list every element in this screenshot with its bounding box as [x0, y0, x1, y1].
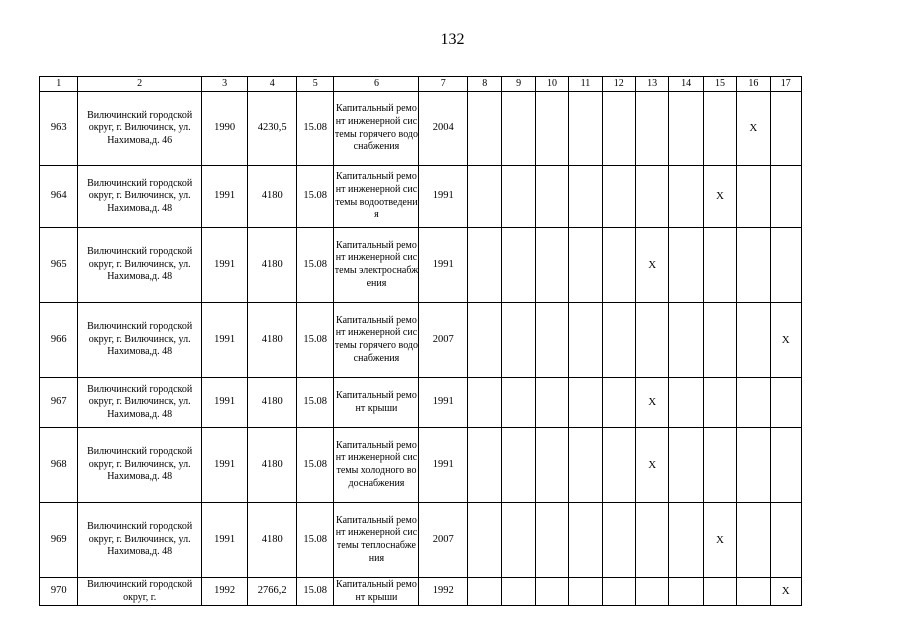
empty-cell: [669, 428, 703, 503]
column-number-header: 15: [703, 77, 736, 92]
column-number-header: 14: [669, 77, 703, 92]
empty-cell: [502, 303, 535, 378]
empty-cell: [737, 578, 770, 606]
plan-year-cell: 1991: [419, 428, 468, 503]
table-body: [40, 77, 802, 606]
code-cell: 15.08: [297, 503, 334, 578]
empty-cell: [535, 303, 568, 378]
empty-cell: [535, 378, 568, 428]
mark-cell: X: [635, 428, 668, 503]
empty-cell: [468, 228, 502, 303]
empty-cell: [602, 303, 635, 378]
work-type-cell: Капитальный ремонт инженерной системы горячего водоснабжения: [334, 303, 419, 378]
empty-cell: [569, 303, 602, 378]
empty-cell: [703, 303, 736, 378]
area-cell: 4230,5: [248, 92, 297, 166]
empty-cell: [535, 228, 568, 303]
mark-cell: X: [770, 303, 801, 378]
row-number-cell: 963: [40, 92, 78, 166]
plan-year-cell: 2007: [419, 503, 468, 578]
area-cell: 2766,2: [248, 578, 297, 606]
empty-cell: [535, 428, 568, 503]
table-container: [39, 76, 802, 640]
empty-cell: [703, 578, 736, 606]
empty-cell: [703, 378, 736, 428]
row-number-cell: 966: [40, 303, 78, 378]
work-type-cell: Капитальный ремонт крыши: [334, 578, 419, 606]
empty-cell: [602, 378, 635, 428]
empty-cell: [669, 166, 703, 228]
build-year-cell: 1991: [201, 428, 248, 503]
header-row: [40, 77, 802, 92]
column-number-header: 17: [770, 77, 801, 92]
empty-cell: [737, 428, 770, 503]
empty-cell: [635, 303, 668, 378]
empty-cell: [669, 92, 703, 166]
code-cell: 15.08: [297, 92, 334, 166]
empty-cell: [535, 578, 568, 606]
table-row: [40, 503, 802, 578]
empty-cell: [602, 166, 635, 228]
empty-cell: [737, 228, 770, 303]
work-type-cell: Капитальный ремонт инженерной системы теплоснабжения: [334, 503, 419, 578]
empty-cell: [535, 166, 568, 228]
empty-cell: [770, 503, 801, 578]
area-cell: 4180: [248, 228, 297, 303]
column-number-header: 13: [635, 77, 668, 92]
column-number-header: 12: [602, 77, 635, 92]
empty-cell: [635, 92, 668, 166]
build-year-cell: 1992: [201, 578, 248, 606]
empty-cell: [602, 228, 635, 303]
empty-cell: [669, 228, 703, 303]
empty-cell: [602, 503, 635, 578]
build-year-cell: 1991: [201, 166, 248, 228]
empty-cell: [502, 166, 535, 228]
empty-cell: [502, 503, 535, 578]
empty-cell: [569, 92, 602, 166]
mark-cell: X: [703, 166, 736, 228]
address-cell: Вилючинский городской округ, г.: [78, 578, 201, 606]
table-row: [40, 303, 802, 378]
table-row: [40, 92, 802, 166]
empty-cell: [569, 166, 602, 228]
empty-cell: [502, 378, 535, 428]
area-cell: 4180: [248, 503, 297, 578]
plan-year-cell: 2007: [419, 303, 468, 378]
mark-cell: X: [770, 578, 801, 606]
empty-cell: [502, 428, 535, 503]
empty-cell: [569, 578, 602, 606]
empty-cell: [569, 228, 602, 303]
empty-cell: [468, 378, 502, 428]
empty-cell: [569, 378, 602, 428]
column-number-header: 8: [468, 77, 502, 92]
row-number-cell: 970: [40, 578, 78, 606]
empty-cell: [602, 578, 635, 606]
column-number-header: 1: [40, 77, 78, 92]
empty-cell: [502, 228, 535, 303]
empty-cell: [602, 428, 635, 503]
address-cell: Вилючинский городской округ, г. Вилючинск, ул. Нахимова,д. 46: [78, 92, 201, 166]
mark-cell: X: [737, 92, 770, 166]
empty-cell: [535, 92, 568, 166]
empty-cell: [703, 428, 736, 503]
empty-cell: [635, 578, 668, 606]
plan-year-cell: 1991: [419, 378, 468, 428]
repair-schedule-table: [39, 76, 802, 606]
work-type-cell: Капитальный ремонт инженерной системы холодного водоснабжения: [334, 428, 419, 503]
code-cell: 15.08: [297, 378, 334, 428]
table-row: [40, 428, 802, 503]
area-cell: 4180: [248, 166, 297, 228]
column-number-header: 16: [737, 77, 770, 92]
empty-cell: [468, 428, 502, 503]
empty-cell: [703, 92, 736, 166]
column-number-header: 11: [569, 77, 602, 92]
plan-year-cell: 1992: [419, 578, 468, 606]
row-number-cell: 964: [40, 166, 78, 228]
empty-cell: [468, 503, 502, 578]
code-cell: 15.08: [297, 303, 334, 378]
column-number-header: 6: [334, 77, 419, 92]
mark-cell: X: [703, 503, 736, 578]
work-type-cell: Капитальный ремонт крыши: [334, 378, 419, 428]
empty-cell: [770, 228, 801, 303]
plan-year-cell: 1991: [419, 166, 468, 228]
table-row: [40, 228, 802, 303]
row-number-cell: 965: [40, 228, 78, 303]
build-year-cell: 1990: [201, 92, 248, 166]
address-cell: Вилючинский городской округ, г. Вилючинск, ул. Нахимова,д. 48: [78, 428, 201, 503]
empty-cell: [468, 303, 502, 378]
area-cell: 4180: [248, 428, 297, 503]
empty-cell: [669, 503, 703, 578]
column-number-header: 7: [419, 77, 468, 92]
empty-cell: [770, 166, 801, 228]
address-cell: Вилючинский городской округ, г. Вилючинск, ул. Нахимова,д. 48: [78, 378, 201, 428]
column-number-header: 3: [201, 77, 248, 92]
empty-cell: [737, 503, 770, 578]
table-row: [40, 166, 802, 228]
empty-cell: [635, 503, 668, 578]
empty-cell: [602, 92, 635, 166]
page-number: 132: [440, 31, 465, 48]
empty-cell: [468, 578, 502, 606]
build-year-cell: 1991: [201, 503, 248, 578]
empty-cell: [669, 578, 703, 606]
column-number-header: 5: [297, 77, 334, 92]
area-cell: 4180: [248, 303, 297, 378]
work-type-cell: Капитальный ремонт инженерной системы водоотведения: [334, 166, 419, 228]
address-cell: Вилючинский городской округ, г. Вилючинск, ул. Нахимова,д. 48: [78, 228, 201, 303]
plan-year-cell: 2004: [419, 92, 468, 166]
code-cell: 15.08: [297, 166, 334, 228]
code-cell: 15.08: [297, 228, 334, 303]
empty-cell: [535, 503, 568, 578]
mark-cell: X: [635, 378, 668, 428]
empty-cell: [770, 92, 801, 166]
table-row: [40, 578, 802, 606]
empty-cell: [569, 428, 602, 503]
address-cell: Вилючинский городской округ, г. Вилючинск, ул. Нахимова,д. 48: [78, 503, 201, 578]
build-year-cell: 1991: [201, 228, 248, 303]
row-number-cell: 969: [40, 503, 78, 578]
column-number-header: 4: [248, 77, 297, 92]
address-cell: Вилючинский городской округ, г. Вилючинск, ул. Нахимова,д. 48: [78, 303, 201, 378]
empty-cell: [502, 578, 535, 606]
column-number-header: 2: [78, 77, 201, 92]
empty-cell: [737, 303, 770, 378]
work-type-cell: Капитальный ремонт инженерной системы электроснабжения: [334, 228, 419, 303]
empty-cell: [635, 166, 668, 228]
table-row: [40, 378, 802, 428]
empty-cell: [737, 378, 770, 428]
column-number-header: 10: [535, 77, 568, 92]
empty-cell: [770, 378, 801, 428]
empty-cell: [669, 303, 703, 378]
code-cell: 15.08: [297, 428, 334, 503]
address-cell: Вилючинский городской округ, г. Вилючинск, ул. Нахимова,д. 48: [78, 166, 201, 228]
row-number-cell: 968: [40, 428, 78, 503]
empty-cell: [737, 166, 770, 228]
work-type-cell: Капитальный ремонт инженерной системы горячего водоснабжения: [334, 92, 419, 166]
column-number-header: 9: [502, 77, 535, 92]
empty-cell: [468, 166, 502, 228]
empty-cell: [703, 228, 736, 303]
plan-year-cell: 1991: [419, 228, 468, 303]
empty-cell: [569, 503, 602, 578]
build-year-cell: 1991: [201, 303, 248, 378]
row-number-cell: 967: [40, 378, 78, 428]
code-cell: 15.08: [297, 578, 334, 606]
area-cell: 4180: [248, 378, 297, 428]
empty-cell: [669, 378, 703, 428]
empty-cell: [468, 92, 502, 166]
empty-cell: [770, 428, 801, 503]
mark-cell: X: [635, 228, 668, 303]
empty-cell: [502, 92, 535, 166]
build-year-cell: 1991: [201, 378, 248, 428]
